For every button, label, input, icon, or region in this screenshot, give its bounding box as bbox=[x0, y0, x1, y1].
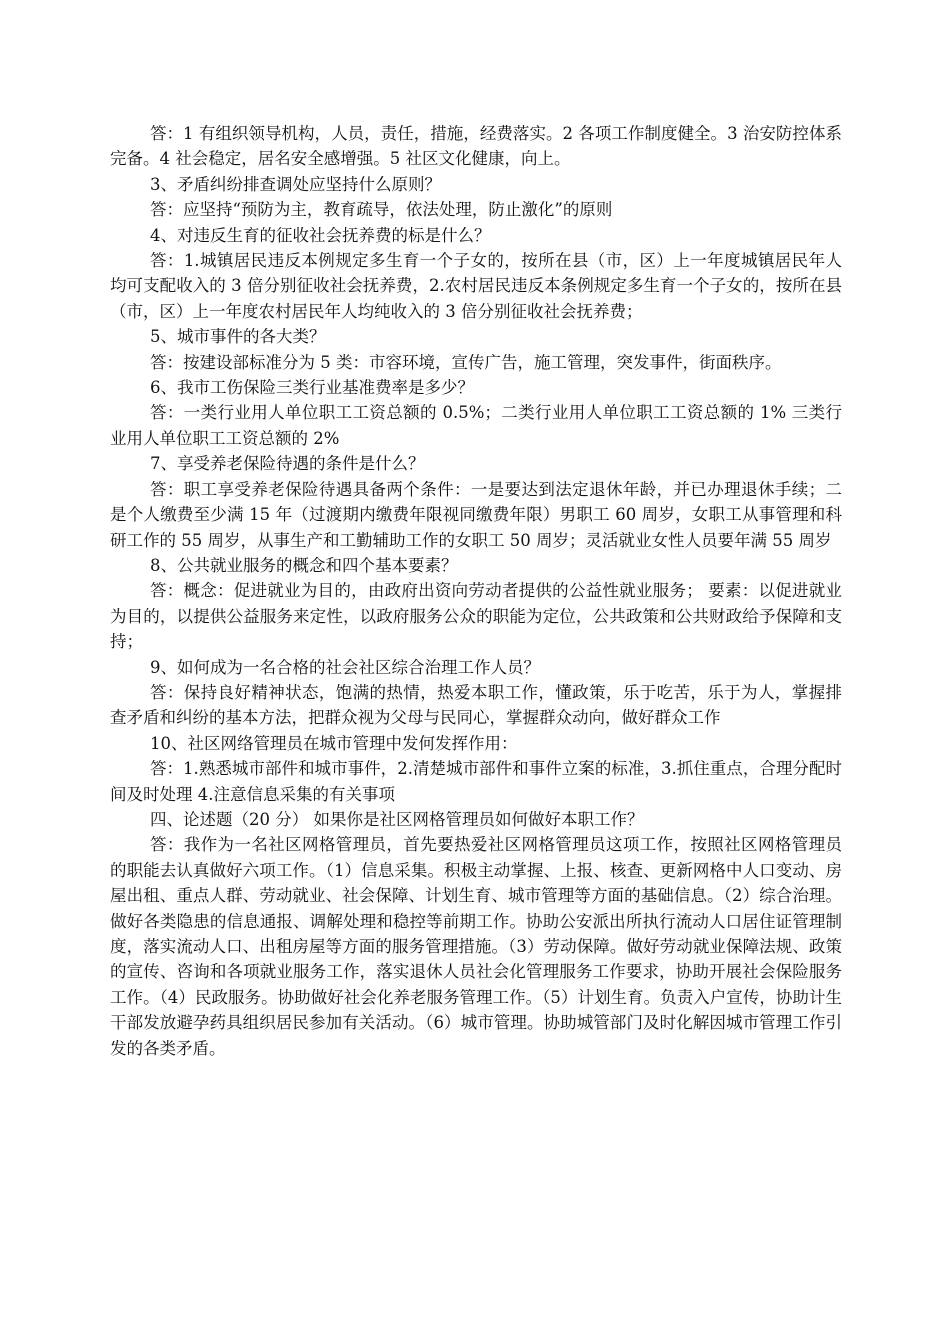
answer-paragraph: 答：1 有组织领导机构，人员，责任，措施，经费落实。2 各项工作制度健全。3 治安防控体系完备。4 社会稳定，居名安全感增强。5 社区文化健康，向上。 bbox=[110, 124, 842, 169]
answer-6: 答：一类行业用人单位职工工资总额的 0.5%；二类行业用人单位职工工资总额的 1% 三类行业用人单位职工工资总额的 2% bbox=[110, 403, 842, 448]
question-4: 4、对违反生育的征收社会抚养费的标是什么？ bbox=[150, 225, 491, 245]
question-6: 6、我市工伤保险三类行业基准费率是多少？ bbox=[150, 378, 474, 398]
question-8: 8、公共就业服务的概念和四个基本要素？ bbox=[150, 555, 458, 575]
answer-3: 答：应坚持“预防为主，教育疏导，依法处理，防止激化”的原则 bbox=[150, 200, 613, 220]
answer-8: 答：概念：促进就业为目的，由政府出资向劳动者提供的公益性就业服务； 要素：以促进就业为目的，以提供公益服务来定性，以政府服务公众的职能为定位，公共政策和公共财政给予保障和支持； bbox=[110, 581, 842, 652]
question-5: 5、城市事件的各大类？ bbox=[150, 327, 326, 347]
essay-answer: 答：我作为一名社区网格管理员，首先要热爱社区网格管理员这项工作，按照社区网格管理员的职能去认真做好六项工作。（1）信息采集。积极主动掌握、上报、核查、更新网格中人口变动、房屋出租、重点人群、劳动就业、社会保障、计划生育、城市管理等方面的基础信息。（2）综合治理。做好各类隐患的信息通报、调解处理和稳控等前期工作。协助公安派出所执行流动人口居住证管理制度，落实流动人口、出租房屋等方面的服务管理措施。（3）劳动保障。做好劳动就业保障法规、政策的宣传、咨询和各项就业服务工作，落实退休人员社会化管理服务工作要求，协助开展社会保险服务工作。（4）民政服务。协助做好社会化养老服务管理工作。（5）计划生育。负责入户宣传，协助计生干部发放避孕药具组织居民参加有关活动。（6）城市管理。协助城管部门及时化解因城市管理工作引发的各类矛盾。 bbox=[110, 835, 842, 1058]
answer-9: 答：保持良好精神状态，饱满的热情，热爱本职工作，懂政策，乐于吃苦，乐于为人，掌握排查矛盾和纠纷的基本方法，把群众视为父母与民同心，掌握群众动向，做好群众工作 bbox=[110, 682, 842, 728]
question-3: 3、矛盾纠纷排查调处应坚持什么原则？ bbox=[150, 174, 441, 194]
question-7: 7、享受养老保险待遇的条件是什么？ bbox=[150, 454, 425, 474]
essay-question: 四、论述题（20 分） 如果你是社区网格管理员如何做好本职工作？ bbox=[150, 809, 644, 829]
document-body bbox=[110, 121, 842, 1061]
question-10: 10、社区网络管理员在城市管理中发何发挥作用： bbox=[150, 733, 518, 753]
answer-5: 答：按建设部标准分为 5 类：市容环境，宣传广告，施工管理，突发事件，街面秩序。 bbox=[150, 352, 782, 372]
question-9: 9、如何成为一名合格的社会社区综合治理工作人员？ bbox=[150, 657, 540, 677]
answer-10: 答：1.熟悉城市部件和城市事件，2.清楚城市部件和事件立案的标准，3.抓住重点，合理分配时间及时处理 4.注意信息采集的有关事项 bbox=[110, 759, 842, 804]
answer-4: 答：1.城镇居民违反本例规定多生育一个子女的，按所在县（市，区）上一年度城镇居民年人均可支配收入的 3 倍分别征收社会抚养费，2.农村居民违反本条例规定多生育一个子女的，按所在县（市，区）上一年度农村居民年人均纯收入的 3 倍分别征收社会抚养费； bbox=[110, 251, 842, 321]
answer-7: 答：职工享受养老保险待遇具备两个条件：一是要达到法定退休年龄，并已办理退休手续；二是个人缴费至少满 15 年（过渡期内缴费年限视同缴费年限）男职工 60 周岁，女职工从事管理和科研工作的 55 周岁，从事生产和工勤辅助工作的女职工 50 周岁；灵活就业女性人员要年满 55 周岁 bbox=[110, 479, 842, 550]
